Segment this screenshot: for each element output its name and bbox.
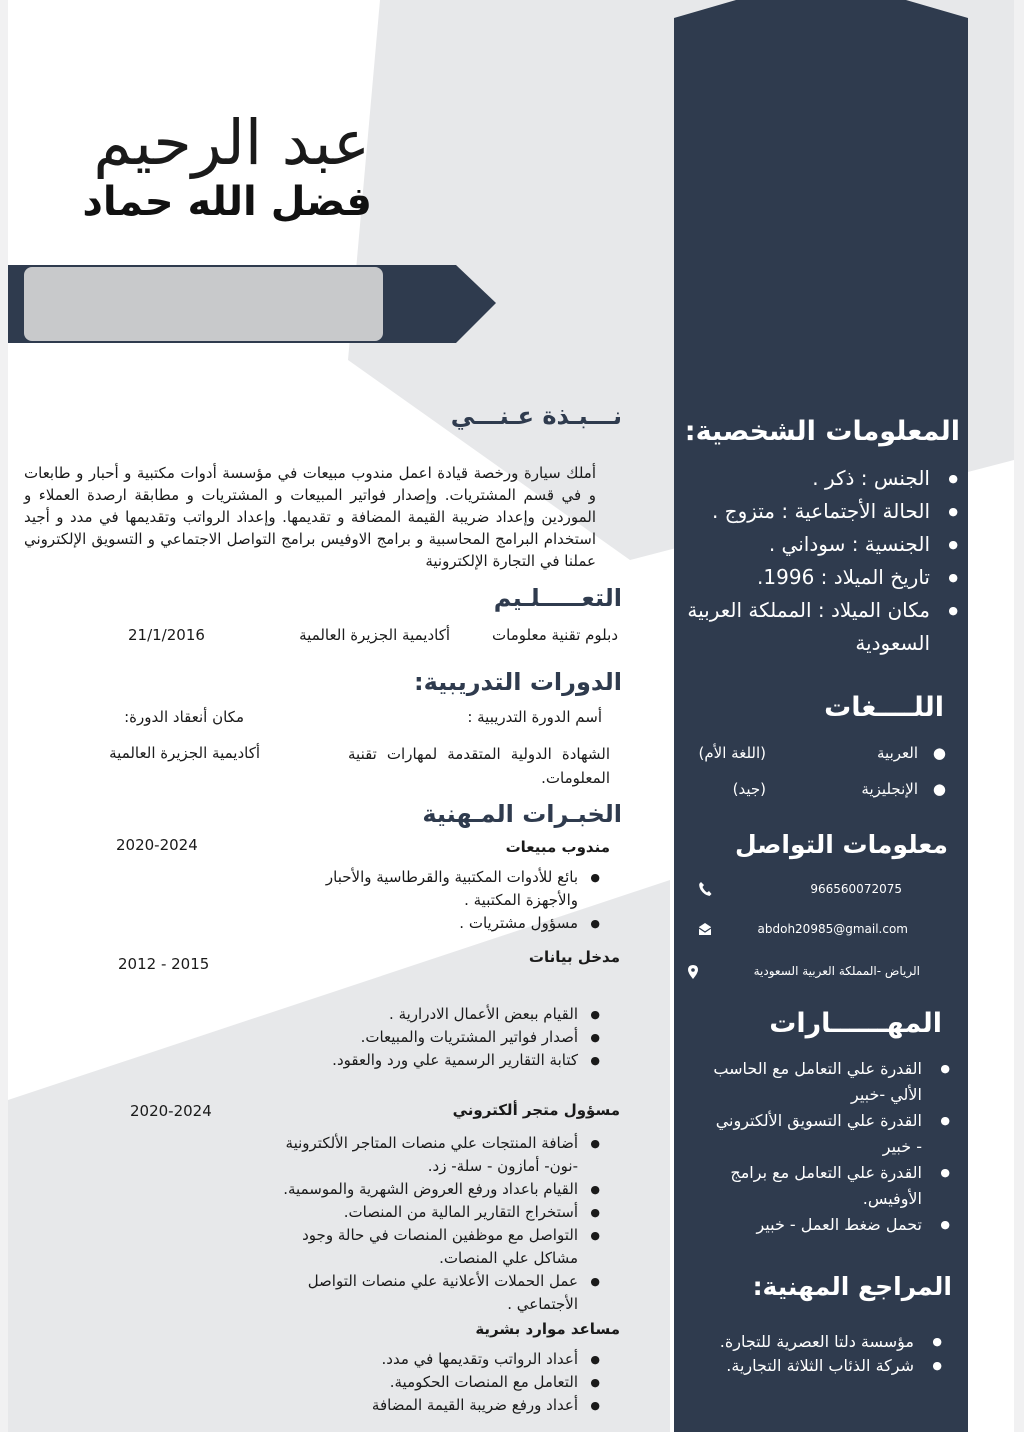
- personal-info-list: [670, 462, 960, 660]
- contact-title: معلومات التواصل: [734, 830, 948, 859]
- skills-title: المهــــــارات: [769, 1008, 942, 1039]
- education-degree: دبلوم تقنية معلومات: [492, 626, 618, 644]
- reference-item: ● مؤسسة دلتا العصرية للتجارة.: [704, 1330, 944, 1354]
- training-course: الشهادة الدولية المتقدمة لمهارات تقنية المعلومات.: [348, 745, 610, 787]
- about-text: أملك سيارة ورخصة قيادة اعمل مندوب مبيعات في مؤسسة أدوات مكتبية و أحبار و طابعات و في قسم المشتريات. وإصدار فواتير المبيعات و المشتريات و مطابقة ارصدة العملاء و الموردين وإعداد ضريبة القيمة المضافة و تقديمها. وإعداد الرواتب وتقديمها في مدد و أجيد استخدام البرامج المحاسبية و برامج الاوفيس برامج التواصل الاجتماعي و التسويق الإلكتروني عملنا في التجارة الإلكترونية: [24, 464, 596, 570]
- reference-item: ● شركة الذئاب الثلاثة التجارية.: [704, 1354, 944, 1378]
- references-title: المراجع المهنية:: [752, 1272, 952, 1301]
- references-list: [704, 1330, 944, 1378]
- job-period: 2012 - 2015: [118, 955, 210, 973]
- personal-info-item: ● الجنسية : سوداني .: [670, 528, 960, 561]
- job-duty: ● أستخراج التقارير المالية من المنصات.: [260, 1201, 600, 1224]
- contact-email-row: [698, 920, 948, 940]
- job-period: 2020-2024: [130, 1102, 212, 1120]
- about-title: نـــبـذة عـنـــي: [450, 402, 622, 430]
- job-duties: [280, 1003, 600, 1072]
- last-name: فضل الله حماد: [82, 179, 372, 225]
- training-title: الدورات التدريبية:: [413, 668, 622, 696]
- job-duties: [260, 1132, 600, 1316]
- job-duty: ● القيام ببعض الأعمال الادرارية .: [280, 1003, 600, 1026]
- job-duty: ● أعداد ورفع ضريبة القيمة المضافة: [280, 1394, 600, 1417]
- job-duty: ● أضافة المنتجات علي منصات المتاجر الألكترونية -نون- أمازون - سلة- زد.: [260, 1132, 600, 1178]
- job-duty: ● التواصل مع موظفين المنصات في حالة وجود مشاكل علي المنصات.: [260, 1224, 600, 1270]
- skill-item: ● القدرة علي التعامل مع الحاسب الألي -خبير: [712, 1056, 952, 1108]
- skill-item: ● تحمل ضغط العمل - خبير: [712, 1212, 952, 1238]
- location-pin-icon: [688, 965, 698, 979]
- job-role: مساعد موارد بشرية: [475, 1320, 620, 1338]
- sidebar: المعلومات الشخصية: ● الجنس : ذكر . ● الحالة الأجتماعية : متزوج . ● الجنسية : سوداني . ● تاريخ الميلاد : 1996. ● مكان الميلاد : المملكة العربية السعودية اللــــغات ● العربية (اللغة الأم) ● الإنجليزية (جيد) معلومات التواصل 966560072075 abdoh20985@gmail.com الرياض -المملكة العربية السعودية المهــــــارات ● القدرة علي التعامل مع الحاسب الألي -خبير ● القدرة علي التسويق الألكتروني - خبير ● القدرة علي التعامل مع برامج الأوفيس. ● تحمل ضغط العمل - خبير المراجع المهنية: ● مؤسسة دلتا العصرية للتجارة. ● شركة الذئاب الثلاثة التجارية.: [674, 0, 968, 1432]
- job-duty: ● بائع للأدوات المكتبية والقرطاسية والأحبار والأجهزة المكتبية .: [280, 866, 600, 912]
- job-role: مدخل بيانات: [528, 948, 620, 966]
- skill-item: ● القدرة علي التسويق الألكتروني - خبير: [712, 1108, 952, 1160]
- job-duty: ● كتابة التقارير الرسمية علي ورد والعقود.: [280, 1049, 600, 1072]
- envelope-icon: [698, 922, 712, 936]
- phone-icon: [698, 881, 712, 897]
- personal-info-item: ● مكان الميلاد : المملكة العربية السعودية: [670, 594, 960, 660]
- name-banner: [8, 265, 498, 343]
- language-name: العربية: [877, 744, 918, 762]
- job-duty: ● مسؤول مشتريات .: [280, 912, 600, 935]
- training-col-name: أسم الدورة التدريبية :: [467, 708, 602, 726]
- job-duties: [280, 866, 600, 935]
- job-duty: ● القيام باعداد ورفع العروض الشهرية والموسمية.: [260, 1178, 600, 1201]
- training-col-place: مكان أنعقاد الدورة:: [124, 708, 244, 726]
- education-date: 21/1/2016: [128, 626, 205, 644]
- job-role: مسؤول متجر ألكتروني: [452, 1101, 620, 1119]
- job-duty: ● عمل الحملات الأعلانية علي منصات التواصل الأجتماعي .: [260, 1270, 600, 1316]
- personal-info-item: ● تاريخ الميلاد : 1996.: [670, 561, 960, 594]
- education-title: التعـــــلـيم: [493, 584, 622, 612]
- personal-info-item: ● الجنس : ذكر .: [670, 462, 960, 495]
- education-institution: أكاديمية الجزيرة العالمية: [299, 626, 450, 644]
- resume-page: [8, 0, 1014, 1432]
- training-place: أكاديمية الجزيرة العالمية: [109, 744, 260, 762]
- languages-title: اللــــغات: [824, 692, 944, 723]
- contact-phone-row: [698, 880, 948, 900]
- redacted-block: [24, 267, 383, 341]
- job-duty: ● التعامل مع المنصات الحكومية.: [280, 1371, 600, 1394]
- contact-phone: 966560072075: [810, 882, 902, 896]
- personal-info-item: ● الحالة الأجتماعية : متزوج .: [670, 495, 960, 528]
- job-duty: ● أصدار فواتير المشتريات والمبيعات.: [280, 1026, 600, 1049]
- language-level: (اللغة الأم): [698, 744, 766, 762]
- contact-email: abdoh20985@gmail.com: [757, 922, 908, 936]
- language-level: (جيد): [732, 780, 766, 798]
- skills-list: [712, 1056, 952, 1238]
- experience-title: الخبـرات المـهنية: [422, 800, 622, 828]
- contact-address: الرياض -المملكة العربية السعودية: [753, 964, 920, 978]
- language-name: الإنجليزية: [861, 780, 918, 798]
- skill-item: ● القدرة علي التعامل مع برامج الأوفيس.: [712, 1160, 952, 1212]
- first-name: عبد الرحيم: [93, 106, 370, 179]
- job-period: 2020-2024: [116, 836, 198, 854]
- job-duty: ● أعداد الرواتب وتقديمها في مدد.: [280, 1348, 600, 1371]
- contact-address-row: [688, 962, 948, 982]
- job-role: مندوب مبيعات: [505, 838, 610, 856]
- personal-info-title: المعلومات الشخصية:: [684, 416, 960, 447]
- job-duties: [280, 1348, 600, 1417]
